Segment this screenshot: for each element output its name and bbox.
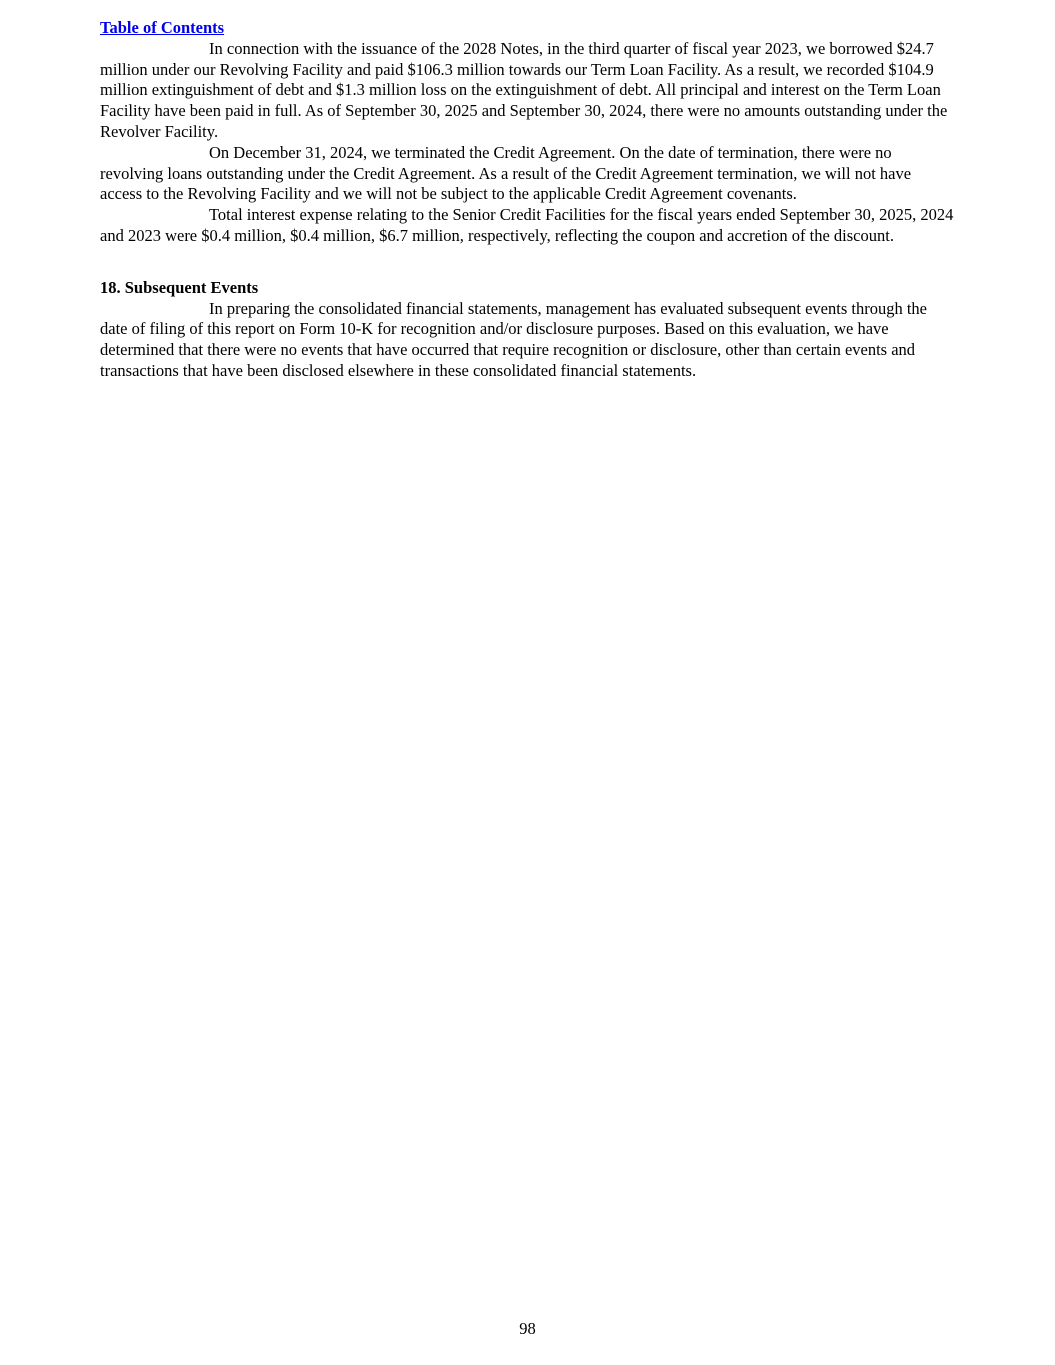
paragraph-total-interest-expense: Total interest expense relating to the Senior Credit Facilities for the fiscal years ended September 30, 2025, 2024 and 2023 were $0.4 million, $0.4 million, $6.7 million, respectively, reflecting the coupon and accretion of the discount. [100,205,954,245]
paragraph-2028-notes-borrowing: In connection with the issuance of the 2028 Notes, in the third quarter of fiscal year 2023, we borrowed $24.7 million under our Revolving Facility and paid $106.3 million towards our Term Loan Facility. As a result, we recorded $104.9 million extinguishment of debt and $1.3 million loss on the extinguishment of debt. All principal and interest on the Term Loan Facility have been paid in full. As of September 30, 2025 and September 30, 2024, there were no amounts outstanding under the Revolver Facility. [100,38,948,141]
table-of-contents-link[interactable]: Table of Contents [100,18,225,37]
paragraph-credit-agreement-termination: On December 31, 2024, we terminated the Credit Agreement. On the date of termination, there were no revolving loans outstanding under the Credit Agreement. As a result of the Credit Agreement termination, we will not have access to the Revolving Facility and we will not be subject to the applicable Credit Agreement covenants. [100,142,912,204]
paragraph-subsequent-events: In preparing the consolidated financial statements, management has evaluated subsequent events through the date of filing of this report on Form 10-K for recognition and/or disclosure purposes. Based on this evaluation, we have determined that there were no events that have occurred that require recognition or disclosure, other than certain events and transactions that have been disclosed elsewhere in these consolidated financial statements. [100,298,927,380]
section-heading-subsequent-events: 18. Subsequent Events [100,277,259,297]
page-number: 98 [519,1319,536,1339]
